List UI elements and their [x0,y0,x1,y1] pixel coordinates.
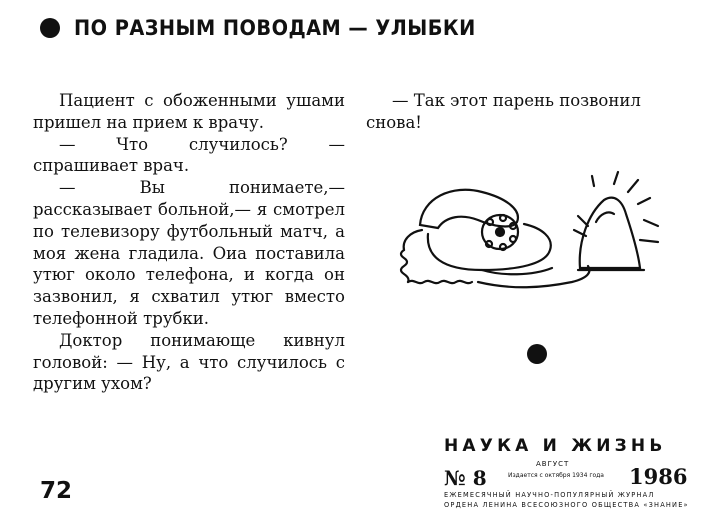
story-right-column [366,90,686,134]
journal-title: НАУКА И ЖИЗНЬ [444,436,667,456]
iron-icon [574,172,658,270]
issue-month: АВГУСТ [536,460,570,468]
story-paragraph: Пациент с обоженными ушами пришел на прием к врачу. [33,91,345,132]
story-paragraph: Доктор понимающе кивнул головой: — Ну, а что случилось с другим ухом? [33,330,345,394]
journal-subtitle-line1: ЕЖЕМЕСЯЧНЫЙ НАУЧНО-ПОПУЛЯРНЫЙ ЖУРНАЛ [444,491,655,499]
page-number: 72 [40,478,73,504]
story-left-column [33,90,345,395]
story-paragraph: — Вы понимаете,—рассказывает больной,— я смотрел по телевизору футбольный матч, а моя жена гладила. Оиа поставила утюг около телефона, и когда он зазвонил, я схватил утюг вместо телефонной трубки. [33,178,345,328]
section-header [40,16,511,40]
section-title: ПО РАЗНЫМ ПОВОДАМ — УЛЫБКИ [74,16,476,40]
story-paragraph: — Что случилось? — спрашивает врач. [33,134,345,176]
issue-row [444,460,688,490]
published-since: Издается с октября 1934 года [508,472,604,479]
telephone-icon [401,190,589,288]
cartoon-illustration [382,170,672,305]
issue-number: № 8 [444,466,487,490]
issue-year: 1986 [629,464,688,489]
bullet-icon [40,18,60,38]
journal-masthead [444,436,689,510]
decorative-dot [527,344,547,364]
journal-subtitle-line2: ОРДЕНА ЛЕНИНА ВСЕСОЮЗНОГО ОБЩЕСТВА «ЗНАНИЕ» [444,501,689,509]
punchline: — Так этот парень позвонил снова! [366,91,641,132]
